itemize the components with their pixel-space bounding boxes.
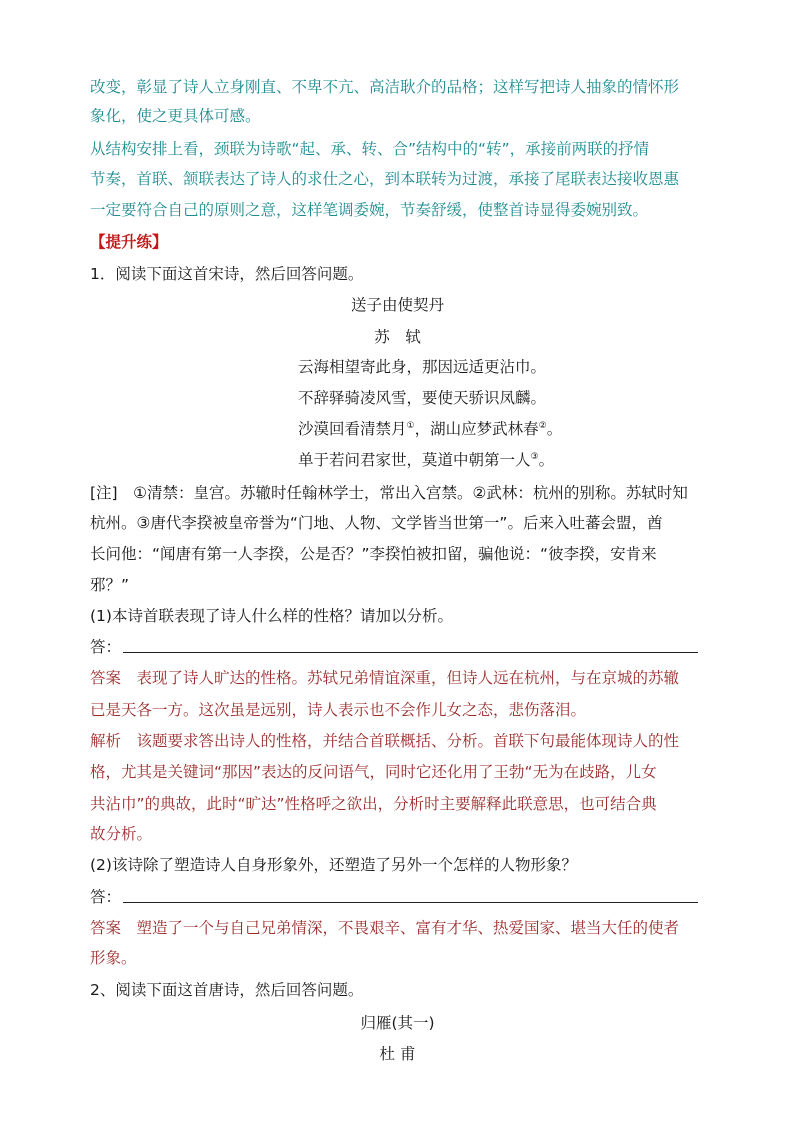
analysis-text: 共沾巾”的典故，此时“旷达”性格呼之欲出，分析时主要解释此联意思，也可结合典	[90, 795, 657, 813]
sub-question: (1)本诗首联表现了诗人什么样的性格？请加以分析。	[90, 607, 453, 625]
poem-line: 云海相望寄此身，那因远适更沾巾。	[298, 358, 547, 376]
intro-line: 改变，彰显了诗人立身刚直、不卑不亢、高洁耿介的品格；这样写把诗人抽象的情怀形	[90, 78, 680, 96]
intro-line: 节奏，首联、颔联表达了诗人的求仕之心，到本联转为过渡，承接了尾联表达接收恩惠	[90, 170, 680, 188]
poem-author: 杜 甫	[379, 1045, 416, 1063]
note-line: 长问他：“闻唐有第一人李揆，公是否？”李揆怕被扣留，骗他说：“彼李揆，安肯来	[90, 545, 657, 563]
section-title: 【提升练】	[90, 233, 168, 251]
answer-label: 答：	[90, 638, 122, 656]
intro-line: 从结构安排上看，颈联为诗歌“起、承、转、合”结构中的“转”，承接前两联的抒情	[90, 140, 650, 158]
analysis-text: 格，尤其是关键词“那因”表达的反问语气，同时它还化用了王勃“无为在歧路，儿女	[90, 763, 657, 781]
analysis-text: 解析 该题要求答出诗人的性格，并结合首联概括、分析。首联下句最能体现诗人的性	[90, 732, 680, 750]
answer-label: 答：	[90, 888, 122, 906]
footnote-marker: ③	[530, 452, 539, 462]
footnote-marker: ①	[406, 421, 415, 431]
poem-title: 送子由使契丹	[350, 296, 444, 314]
intro-line: 一定要符合自己的原则之意，这样笔调委婉，节奏舒缓，使整首诗显得委婉别致。	[90, 201, 649, 219]
question-prompt: 1．阅读下面这首宋诗，然后回答问题。	[90, 265, 364, 283]
sub-question: (2)该诗除了塑造诗人自身形象外，还塑造了另外一个怎样的人物形象？	[90, 856, 577, 874]
footnote-marker: ②	[538, 421, 547, 431]
answer-text: 答案 表现了诗人旷达的性格。苏轼兄弟情谊深重，但诗人远在杭州，与在京城的苏辙	[90, 669, 680, 687]
answer-blank[interactable]	[123, 902, 698, 903]
answer-blank[interactable]	[123, 652, 698, 653]
poem-author: 苏 轼	[374, 328, 421, 346]
poem-line: 单于若问君家世，莫道中朝第一人③。	[298, 451, 555, 469]
answer-text: 已是天各一方。这次虽是远别，诗人表示也不会作儿女之态，悲伤落泪。	[90, 701, 587, 719]
answer-text: 答案 塑造了一个与自己兄弟情深，不畏艰辛、富有才华、热爱国家、堪当大任的使者	[90, 919, 680, 937]
poem-line: 不辞驿骑凌风雪，要使天骄识凤麟。	[298, 389, 547, 407]
note-line: 杭州。③唐代李揆被皇帝誉为“门地、人物、文学皆当世第一”。后来入吐蕃会盟，酋	[90, 514, 663, 532]
question-prompt: 2、阅读下面这首唐诗，然后回答问题。	[90, 981, 364, 999]
note-line: 邪？”	[90, 576, 130, 594]
analysis-text: 故分析。	[90, 825, 153, 843]
poem-line: 沙漠回看清禁月①，湖山应梦武林春②。	[298, 420, 563, 438]
answer-text: 形象。	[90, 949, 137, 967]
intro-line: 象化，使之更具体可感。	[90, 107, 261, 125]
poem-title: 归雁(其一)	[360, 1014, 435, 1032]
note-line: [注] ①清禁：皇宫。苏辙时任翰林学士，常出入宫禁。②武林：杭州的别称。苏轼时知	[90, 484, 688, 502]
